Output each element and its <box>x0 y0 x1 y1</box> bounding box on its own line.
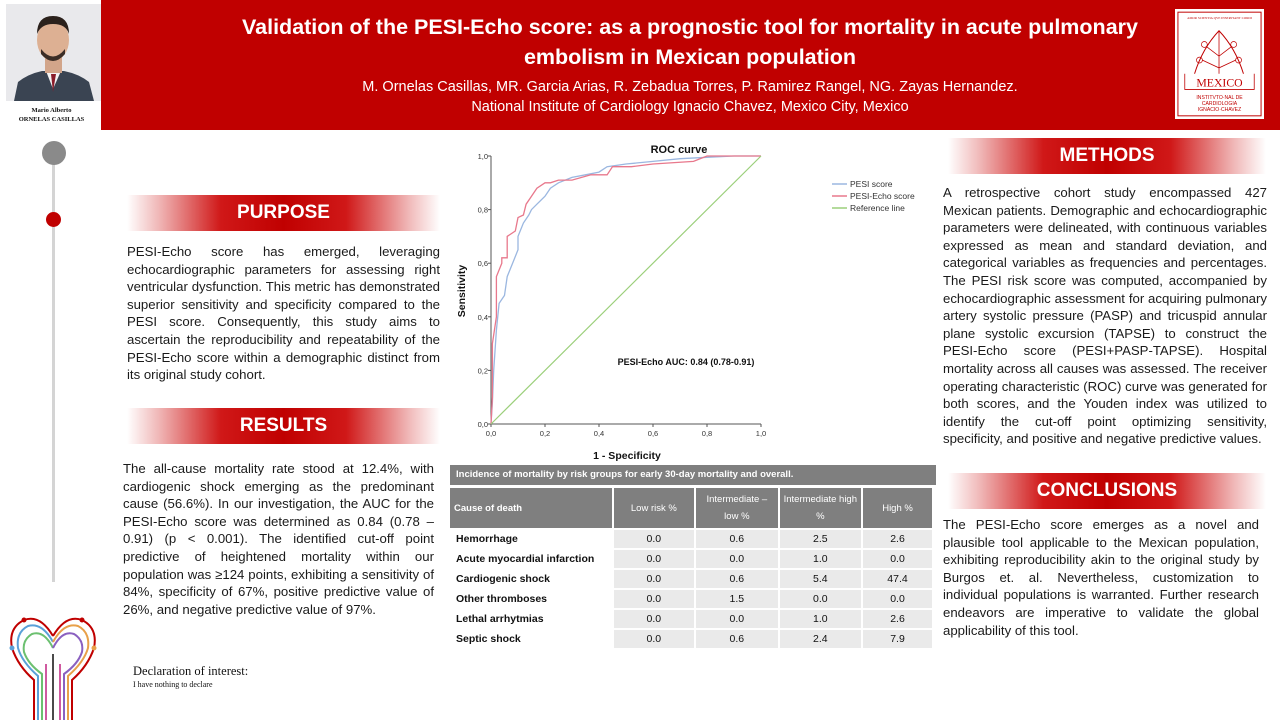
y-tick-label: 1,0 <box>477 152 488 161</box>
table-cell: 0.0 <box>614 630 695 648</box>
conclusions-heading: CONCLUSIONS <box>948 473 1266 509</box>
table-header-cell: High % <box>863 488 932 528</box>
table-cell: 47.4 <box>863 570 932 588</box>
auc-annotation: PESI-Echo AUC: 0.84 (0.78-0.91) <box>617 357 755 367</box>
author-last-name: ORNELAS CASILLAS <box>18 116 85 123</box>
table-cell: 0.0 <box>863 550 932 568</box>
table-cell: 0.0 <box>614 550 695 568</box>
table-cell: 2.6 <box>863 610 932 628</box>
x-tick-label: 0,0 <box>485 429 497 438</box>
table-cell: 0.0 <box>614 610 695 628</box>
results-text: The all-cause mortality rate stood at 12.4%, with cardiogenic shock emerging as the predominant cause (56.6%). In our investigation, the AUC for the PESI-Echo score was determined as 0.84 (0.78 – 0.91) (p < 0.001). The identified cut-off point predictive of heightened mortality within our population was ≥124 points, exhibiting a sensitivity of 84%, specificity of 67%, positive predictive value of 26%, and negative predictive value of 97%. <box>123 461 434 617</box>
y-tick-label: 0,2 <box>477 366 488 376</box>
roc-plot-area <box>478 152 767 438</box>
svg-text:INSTITVTO·NAL DE: INSTITVTO·NAL DE <box>1196 95 1243 102</box>
table-cell: Acute myocardial infarction <box>450 550 612 568</box>
table-cell: 2.5 <box>780 530 861 548</box>
roc-chart <box>452 138 934 464</box>
mortality-table <box>450 465 936 650</box>
author-first-name: Mario Alberto <box>31 107 72 114</box>
table-cell: 7.9 <box>863 630 932 648</box>
author-photo-panel <box>0 0 101 130</box>
table-row <box>450 590 932 608</box>
methods-text: A retrospective cohort study encompassed 427 Mexican patients. Demographic and echocardiographic parameters were delineated, with continuous variables expressed as mean and standard deviation, and categorical variables as frequencies and percentages. The PESI risk score was computed, accompanied by echocardiographic assessment for acquiring pulmonary artery systolic pressure (PASP) and tricuspid annular plane systolic excursion (TAPSE) to construct the PESI-Echo score (PESI+PASP-TAPSE). Hospital mortality across all causes was assessed. The receiver operating characteristic (ROC) curve was generated for both scores, and the Youden index was utilized to identify the cut-off point optimizing sensitivity, specificity, and positive and negative predictive values. <box>943 185 1267 447</box>
table-cell: 0.0 <box>614 530 695 548</box>
x-tick-label: 0,6 <box>647 429 659 438</box>
chart-legend <box>832 179 915 213</box>
table-cell: Septic shock <box>450 630 612 648</box>
table-cell: 0.0 <box>696 610 777 628</box>
timeline-dot-red <box>46 212 61 227</box>
table-cell: 1.5 <box>696 590 777 608</box>
poster-title: Validation of the PESI-Echo score: as a prognostic tool for mortality in acute pulmonary embolism in Mexican population <box>242 15 1138 69</box>
x-tick-label: 0,4 <box>593 429 605 438</box>
legend-label-pesi: PESI score <box>850 179 893 189</box>
timeline-dot-gray <box>42 141 66 165</box>
table-cell: 0.0 <box>614 570 695 588</box>
y-tick-label: 0,6 <box>477 259 488 269</box>
poster-header <box>0 0 1280 130</box>
table-row <box>450 550 932 568</box>
conclusions-text: The PESI-Echo score emerges as a novel and plausible tool applicable to the Mexican population, exhibiting reproducibility akin to the original study by Burgos et. al. Nevertheless, customization to individual populations is warranted. Further research endeavors are imperative to validate the global applicability of this tool. <box>943 517 1259 638</box>
table-cell: Hemorrhage <box>450 530 612 548</box>
purpose-heading: PURPOSE <box>127 195 440 231</box>
legend-label-reference: Reference line <box>850 203 905 213</box>
table-cell: 1.0 <box>780 610 861 628</box>
x-tick-label: 0,2 <box>539 429 551 438</box>
logo-center-text: MEXICO <box>1196 76 1243 90</box>
x-axis-label: 1 - Specificity <box>593 450 661 462</box>
table-cell: 2.4 <box>780 630 861 648</box>
table-row <box>450 630 932 648</box>
table-header-row <box>450 488 932 528</box>
declaration-text: I have nothing to declare <box>133 680 213 689</box>
results-heading: RESULTS <box>127 408 440 444</box>
table-header-cell: Intermediate – low % <box>696 488 777 528</box>
table-header-cell: Cause of death <box>450 488 612 528</box>
purpose-text: PESI-Echo score has emerged, leveraging echocardiographic parameters for assessing right ventricular dysfunction. This metric has demonstrated superior sensitivity and specificity compared to the PESI score. Consequently, this study aims to ascertain the reproducibility and repeatability of the PESI-Echo score within a demographic distinct from its original study cohort. <box>127 244 440 383</box>
methods-heading: METHODS <box>948 138 1266 174</box>
mortality-table-grid <box>448 486 934 650</box>
affiliation: National Institute of Cardiology Ignacio Chavez, Mexico City, Mexico <box>471 99 909 115</box>
declaration-title: Declaration of interest: <box>133 664 249 678</box>
table-header-cell: Low risk % <box>614 488 695 528</box>
table-cell: Lethal arrhytmias <box>450 610 612 628</box>
logo-top-text: AMOR SCIENTIA QVE INSERVIANT CORDI <box>1187 16 1252 21</box>
x-tick-label: 1,0 <box>755 429 767 438</box>
heart-circuit-decoration <box>4 608 102 720</box>
table-caption: Incidence of mortality by risk groups for early 30-day mortality and overall. <box>450 465 936 485</box>
x-tick-label: 0,8 <box>701 429 713 438</box>
author-list: M. Ornelas Casillas, MR. Garcia Arias, R. Zebadua Torres, P. Ramirez Rangel, NG. Zayas Hernandez. <box>362 79 1018 95</box>
chart-title: ROC curve <box>650 144 708 156</box>
table-cell: 0.6 <box>696 630 777 648</box>
author-photo <box>6 4 101 101</box>
svg-text:CARDIOLOGIA: CARDIOLOGIA <box>1201 101 1238 108</box>
table-cell: 0.0 <box>614 590 695 608</box>
y-tick-label: 0,4 <box>477 312 488 322</box>
table-row <box>450 570 932 588</box>
table-row <box>450 530 932 548</box>
institute-logo <box>1174 8 1265 120</box>
author-name <box>2 106 101 124</box>
y-tick-label: 0,0 <box>477 420 488 429</box>
table-cell: 0.6 <box>696 570 777 588</box>
y-tick-label: 0,8 <box>477 205 488 215</box>
svg-text:IGNACIO·CHAVEZ: IGNACIO·CHAVEZ <box>1197 106 1242 113</box>
y-axis-label: Sensitivity <box>456 264 468 318</box>
table-cell: 0.0 <box>696 550 777 568</box>
table-cell: 0.0 <box>780 590 861 608</box>
table-row <box>450 610 932 628</box>
table-cell: 2.6 <box>863 530 932 548</box>
table-cell: Cardiogenic shock <box>450 570 612 588</box>
table-cell: 1.0 <box>780 550 861 568</box>
table-cell: Other thromboses <box>450 590 612 608</box>
table-cell: 0.6 <box>696 530 777 548</box>
table-cell: 0.0 <box>863 590 932 608</box>
table-cell: 5.4 <box>780 570 861 588</box>
legend-label-pesi-echo: PESI-Echo score <box>850 191 915 201</box>
table-header-cell: Intermediate high % <box>780 488 861 528</box>
